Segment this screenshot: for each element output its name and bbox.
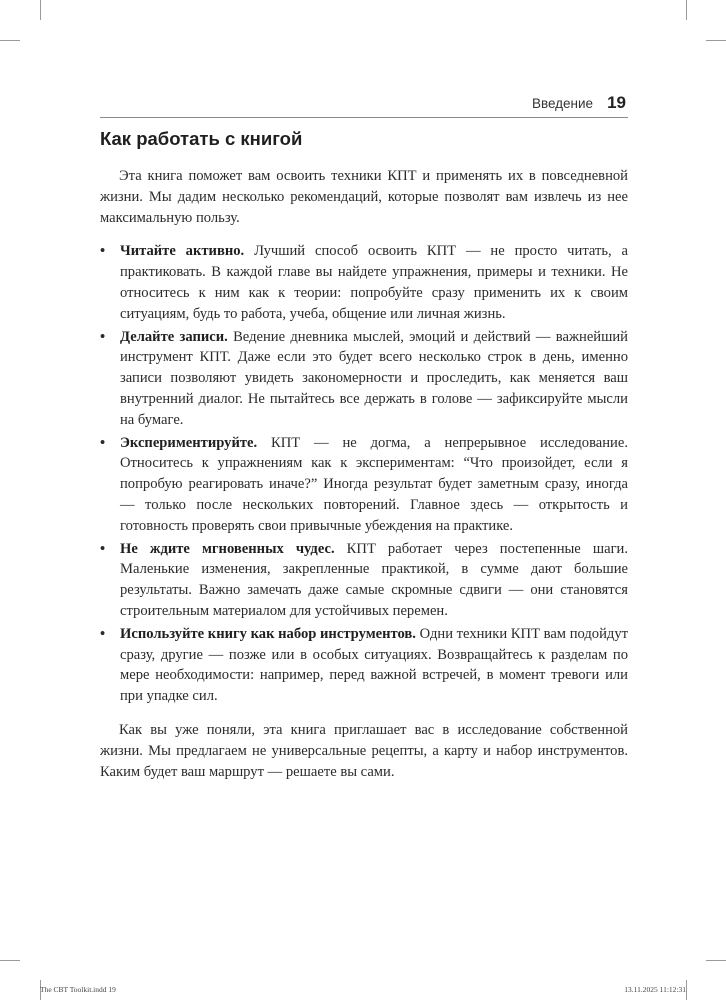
intro-paragraph: Эта книга поможет вам освоить техники КПТ и применять их в повседневной жизни. Мы дадим несколько рекомендаций, которые позволят вам извлечь из нее максимальную пользу. — [100, 168, 628, 226]
tip-text: КПТ — не догма, а непрерывное исследование. Относитесь к упражнениям как к экспериментам: “Что произойдет, если я попробую реагировать иначе?” Иногда результат будет заметным сразу, иногда — только после нескольких повторений. Главное здесь — открытость и готовность проверять свои привычные убеждения на практике. — [120, 434, 628, 534]
bullet-icon: • — [100, 434, 106, 451]
crop-mark — [0, 40, 20, 41]
bullet-icon: • — [100, 540, 106, 557]
tip-title: Читайте активно. — [120, 243, 245, 260]
crop-mark — [686, 980, 687, 1000]
page-number: 19 — [607, 93, 626, 112]
crop-mark — [706, 40, 726, 41]
crop-mark — [0, 960, 20, 961]
closing-paragraph: Как вы уже поняли, эта книга приглашает вас в исследование собственной жизни. Мы предлагаем не универсальные рецепты, а карту и набор инструментов. Каким будет ваш маршрут — решаете вы сами. — [100, 721, 628, 780]
print-slug — [40, 985, 686, 994]
tip-title: Используйте книгу как набор инструментов. — [120, 625, 416, 642]
slug-filename: The CBT Toolkit.indd 19 — [40, 985, 116, 994]
tip-text: Лучший способ освоить КПТ — не просто читать, а практиковать. В каждой главе вы найдете упражнения, примеры и техники. Не относитесь к ним как к теории: попробуйте сразу применить их к своим ситуациям, будь то работа, учеба, общение или личная жизнь. — [120, 243, 628, 322]
tip-text: Ведение дневника мыслей, эмоций и действий — важнейший инструмент КПТ. Даже если это будет всего несколько строк в день, именно записи позволяют увидеть закономерности и проследить, как меняется ваш внутренний диалог. Не пытайтесь все держать в голове — зафиксируйте мысли на бумаге. — [120, 328, 628, 428]
tip-text: Одни техники КПТ вам подойдут сразу, другие — позже или в особых ситуациях. Возвращайтесь к разделам по мере необходимости: например, перед важной встречей, в момент тревоги или при упадке сил. — [120, 625, 629, 705]
list-item — [100, 539, 628, 622]
list-item — [100, 327, 628, 431]
bullet-icon: • — [100, 625, 106, 642]
tip-title: Делайте записи. — [120, 328, 228, 345]
bullet-icon: • — [100, 328, 106, 345]
list-item — [100, 624, 628, 707]
tip-text: КПТ работает через постепенные шаги. Маленькие изменения, закрепленные практикой, в сумме дают большие результаты. Важно замечать даже самые скромные сдвиги — они становятся строительным материалом для устойчивых перемен. — [120, 540, 629, 619]
crop-mark — [686, 0, 687, 20]
header-rule — [100, 117, 628, 118]
crop-mark — [706, 960, 726, 961]
list-item — [100, 241, 628, 324]
running-head-section: Введение — [531, 96, 594, 111]
list-item — [100, 433, 628, 537]
tips-list — [100, 241, 628, 707]
page-body — [100, 128, 628, 782]
tip-title: Не ждите мгновенных чудес. — [120, 540, 335, 557]
section-heading: Как работать с книгой — [100, 128, 303, 149]
tip-title: Экспериментируйте. — [120, 434, 258, 451]
bullet-icon: • — [100, 243, 106, 260]
crop-mark — [40, 0, 41, 20]
slug-timestamp: 13.11.2025 11:12:31 — [624, 985, 686, 994]
running-head — [532, 93, 626, 113]
